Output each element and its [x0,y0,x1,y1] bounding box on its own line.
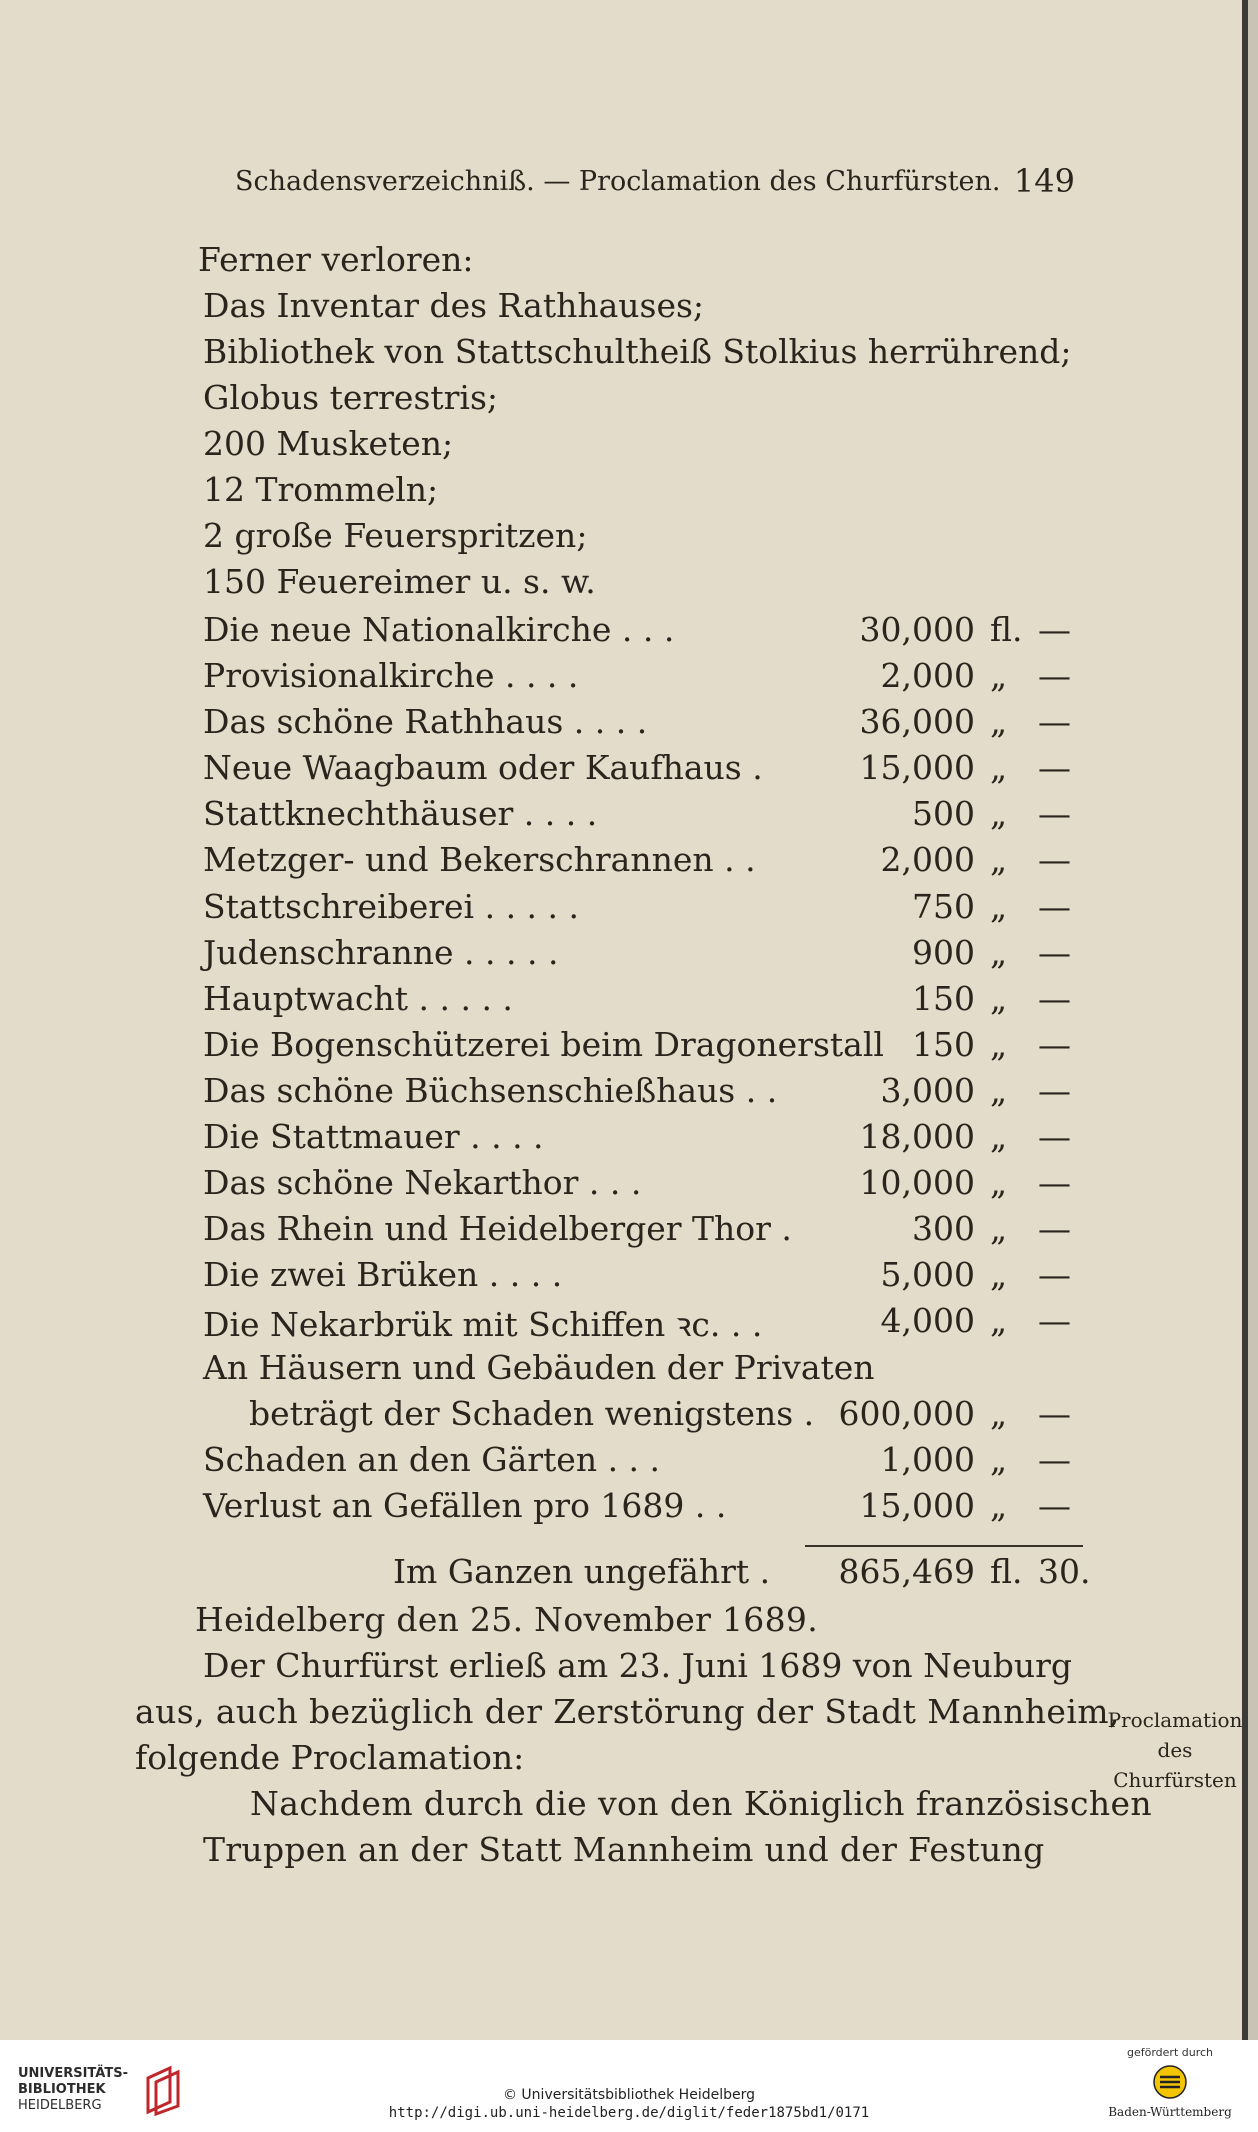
row-unit: „ [990,702,1008,742]
state-seal-icon [1153,2065,1187,2099]
row-amount: 1,000 [880,1439,975,1479]
table-row [203,1071,1083,1117]
margin-note [1100,1705,1250,1795]
row-amount: 900 [912,932,975,972]
damage-table [203,610,1083,1532]
row-amount: 36,000 [859,702,975,742]
table-row [203,656,1083,702]
row-label: beträgt der Schaden wenigstens . [249,1393,815,1433]
row-label: Das schöne Rathhaus . . . . [203,702,648,742]
total-row [203,1552,1091,1598]
row-unit: „ [990,1163,1008,1203]
table-row [203,887,1083,933]
table-row [203,1394,1083,1440]
dateline: Heidelberg den 25. November 1689. [195,1600,818,1639]
row-label: Die Bogenschützerei beim Dragonerstall [203,1024,884,1064]
row-label: Stattknechthäuser . . . . [203,794,598,834]
table-row [203,748,1083,794]
row-unit: „ [990,1209,1008,1249]
library-name-line: BIBLIOTHEK [18,2082,106,2097]
row-cents: — [1038,748,1071,788]
row-cents: — [1038,1393,1071,1433]
body-line: Truppen an der Statt Mannheim und der Festung [203,1830,1045,1869]
table-row [203,1348,1083,1394]
library-name-line: HEIDELBERG [18,2098,102,2113]
row-cents: — [1038,1070,1071,1110]
row-unit: fl. [990,610,1023,649]
total-unit: fl. [990,1552,1023,1591]
library-name-line: UNIVERSITÄTS- [18,2066,128,2081]
row-unit: „ [990,794,1008,834]
total-row-wrap [203,1552,1091,1598]
margin-note-line: Proclamation [1107,1708,1243,1732]
row-unit: „ [990,886,1008,926]
row-amount: 30,000 [859,610,975,649]
row-amount: 600,000 [838,1393,975,1433]
intro-item: 2 große Feuerspritzen; [203,516,588,555]
row-amount: 500 [912,794,975,834]
row-label: Metzger- und Bekerschrannen . . [203,840,756,880]
row-amount: 4,000 [880,1301,975,1341]
row-amount: 15,000 [859,1485,975,1525]
intro-item: Das Inventar des Rathhauses; [203,286,705,325]
row-amount: 18,000 [859,1117,975,1157]
row-label: Die zwei Brüken . . . . [203,1255,563,1295]
table-row [203,610,1083,656]
sponsor-logo [1100,2046,1240,2128]
row-amount: 150 [912,1024,975,1064]
table-row [203,1025,1083,1071]
table-row [203,1440,1083,1486]
total-label: Im Ganzen ungefährt . [393,1552,771,1591]
intro-item: 12 Trommeln; [203,470,439,509]
row-label: Neue Waagbaum oder Kaufhaus . [203,748,763,788]
table-row [203,1163,1083,1209]
row-label: Judenschranne . . . . . [203,932,559,972]
table-row [203,1209,1083,1255]
sponsor-name: Baden-Württemberg [1108,2105,1232,2119]
row-cents: — [1038,1439,1071,1479]
body-line: folgende Proclamation: [135,1738,525,1777]
row-unit: „ [990,978,1008,1018]
row-cents: — [1038,932,1071,972]
row-unit: „ [990,1070,1008,1110]
table-row [203,794,1083,840]
intro-item: 200 Musketen; [203,424,454,463]
row-label: Die neue Nationalkirche . . . [203,610,675,649]
row-unit: „ [990,1393,1008,1433]
row-unit: „ [990,656,1008,696]
running-header [235,162,1075,202]
intro-item: 150 Feuereimer u. s. w. [203,562,596,601]
row-unit: „ [990,932,1008,972]
table-row [203,1255,1083,1301]
row-label: Verlust an Gefällen pro 1689 . . [203,1485,727,1525]
row-label: Hauptwacht . . . . . [203,978,513,1018]
row-amount: 2,000 [880,840,975,880]
row-cents: — [1038,1255,1071,1295]
total-cents: 30. [1038,1552,1091,1591]
page-number: 149 [1013,162,1075,200]
row-cents: — [1038,1485,1071,1525]
table-row [203,840,1083,886]
row-cents: — [1038,656,1071,696]
row-amount: 10,000 [859,1163,975,1203]
row-label: Die Nekarbrük mit Schiffen ꝛc. . . [203,1305,763,1345]
row-label: Stattschreiberei . . . . . [203,886,580,926]
row-cents: — [1038,840,1071,880]
footer-bar [0,2040,1258,2132]
intro-heading: Ferner verloren: [198,240,474,279]
sponsor-label: gefördert durch [1126,2046,1214,2059]
row-label: An Häusern und Gebäuden der Privaten [203,1347,875,1387]
row-cents: — [1038,1209,1071,1249]
row-label: Schaden an den Gärten . . . [203,1439,661,1479]
copyright-text: © Universitätsbibliothek Heidelberg [502,2087,755,2103]
row-cents: — [1038,886,1071,926]
row-amount: 3,000 [880,1070,975,1110]
copyright-block [0,2086,1258,2122]
row-unit: „ [990,1255,1008,1295]
intro-item: Bibliothek von Stattschultheiß Stolkius herrührend; [203,332,1072,371]
table-row [203,1301,1083,1347]
margin-note-line: des Churfürsten [1113,1738,1237,1792]
table-row [203,979,1083,1025]
row-label: Das schöne Büchsenschießhaus . . [203,1070,778,1110]
row-cents: — [1038,1117,1071,1157]
row-cents: — [1038,794,1071,834]
row-amount: 750 [912,886,975,926]
row-unit: „ [990,1439,1008,1479]
row-amount: 300 [912,1209,975,1249]
body-line: Der Churfürst erließ am 23. Juni 1689 von Neuburg [203,1646,1073,1685]
row-amount: 150 [912,978,975,1018]
sum-rule [805,1545,1083,1547]
body-line: Nachdem durch die von den Königlich französischen [250,1784,1153,1823]
row-cents: — [1038,610,1071,649]
total-amount: 865,469 [838,1552,975,1591]
row-unit: „ [990,748,1008,788]
header-title: Schadensverzeichniß. — Proclamation des Churfürsten. [235,166,1001,197]
row-unit: „ [990,1301,1008,1341]
table-row [203,933,1083,979]
row-label: Das Rhein und Heidelberger Thor . [203,1209,792,1249]
row-amount: 5,000 [880,1255,975,1295]
table-row [203,1486,1083,1532]
table-row [203,1117,1083,1163]
row-amount: 15,000 [859,748,975,788]
row-cents: — [1038,1024,1071,1064]
row-unit: „ [990,1024,1008,1064]
row-label: Das schöne Nekarthor . . . [203,1163,642,1203]
row-cents: — [1038,1163,1071,1203]
intro-item: Globus terrestris; [203,378,499,417]
row-amount: 2,000 [880,656,975,696]
row-cents: — [1038,1301,1071,1341]
row-unit: „ [990,1485,1008,1525]
row-unit: „ [990,840,1008,880]
row-cents: — [1038,702,1071,742]
table-row [203,702,1083,748]
row-unit: „ [990,1117,1008,1157]
row-cents: — [1038,978,1071,1018]
row-label: Provisionalkirche . . . . [203,656,579,696]
source-url[interactable]: http://digi.ub.uni-heidelberg.de/diglit/feder1875bd1/0171 [388,2105,870,2121]
row-label: Die Stattmauer . . . . [203,1117,544,1157]
body-line: aus, auch bezüglich der Zerstörung der Stadt Mannheim, [135,1692,1120,1731]
